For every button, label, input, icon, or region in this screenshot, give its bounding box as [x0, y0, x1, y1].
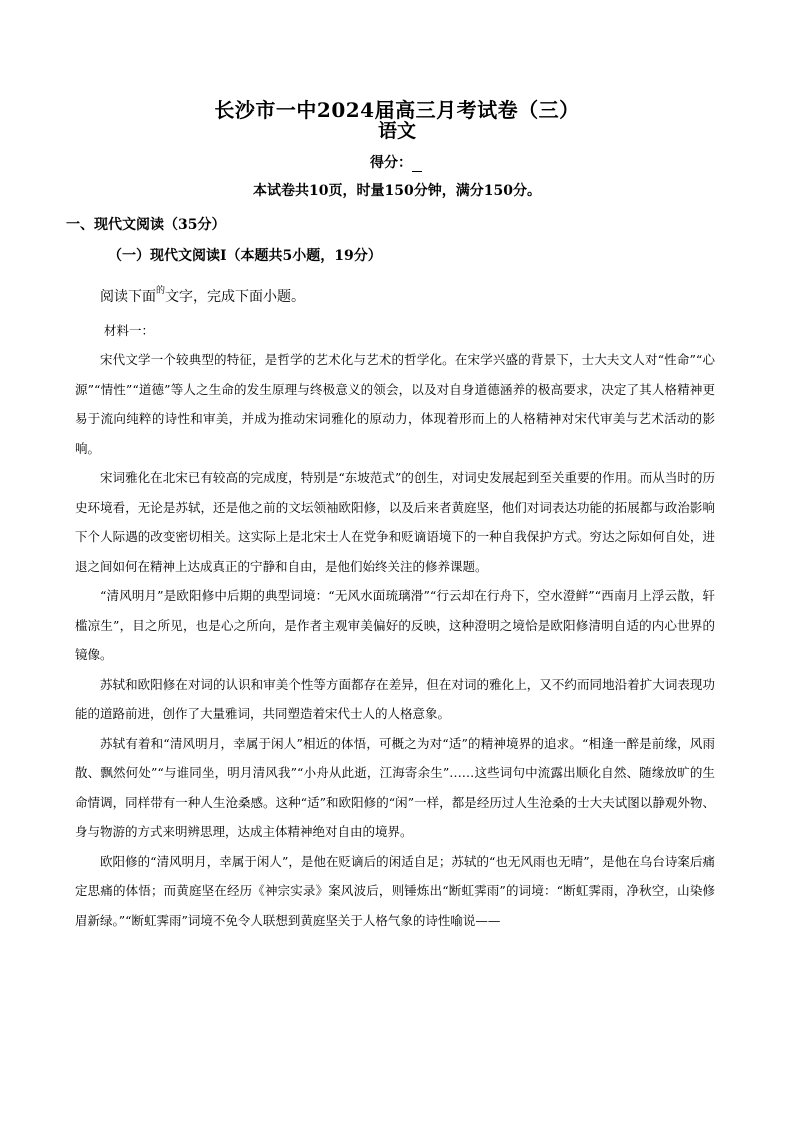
passage-paragraph: 欧阳修的“清风明月，幸属于闲人”，是他在贬谪后的闲适自足；苏轼的“也无风雨也无晴”，是他在乌台诗案后痛定思痛的体悟；而黄庭坚在经历《神宗实录》案风波后，则锤炼出“断虹霁雨”的词境：“断虹霁雨，净秋空，山染修眉新绿。”“断虹霁雨”词境不免令人联想到黄庭坚关于人格气象的诗性喻说—— — [75, 853, 715, 928]
passage-paragraph: 宋代文学一个较典型的特征，是哲学的艺术化与艺术的哲学化。在宋学兴盛的背景下，士大夫文人对“性命”“心源”“情性”“道德”等人之生命的发生原理与终极意义的领会，以及对自身道德涵养的极高要求，决定了其人格精神更易于流向纯粹的诗性和审美，并成为推动宋词雅化的原动力，体现着形而上的人格精神对宋代审美与艺术活动的影响。 — [75, 352, 715, 456]
instruction-text-before: 阅读下面 — [100, 289, 156, 305]
passage-paragraph: 苏轼和欧阳修在对词的认识和审美个性等方面都存在差异，但在对词的雅化上，又不约而同地沿着扩大词表现功能的道路前进，创作了大量雅词，共同塑造着宋代士人的人格意象。 — [75, 676, 715, 721]
passage-paragraph: 苏轼有着和“清风明月，幸属于闲人”相近的体悟，可概之为对“适”的精神境界的追求。“相逢一醉是前缘，风雨散、飘然何处”“与谁同坐，明月清风我”“小舟从此逝，江海寄余生”……这些词句中流露出顺化自然、随缘放旷的生命情调，同样带有一种人生沧桑感。这种“适”和欧阳修的“闲”一样，都是经历过人生沧桑的士大夫试图以静观外物、身与物游的方式来明辨思理，达成主体精神绝对自由的境界。 — [75, 735, 715, 839]
passage-body — [75, 345, 715, 935]
reading-instruction — [100, 283, 305, 306]
instruction-superscript: 的 — [156, 286, 166, 296]
section-heading: 一、现代文阅读（35分） — [66, 217, 226, 233]
score-field — [370, 152, 422, 172]
score-blank — [412, 157, 422, 172]
subject-title: 语文 — [377, 120, 416, 142]
exam-info: 本试卷共10页，时量150分钟，满分150分。 — [253, 183, 541, 199]
instruction-text-after: 文字，完成下面小题。 — [165, 289, 306, 305]
passage-paragraph: “清风明月”是欧阳修中后期的典型词境：“无风水面琉璃滑”“行云却在行舟下，空水澄鲜”“西南月上浮云散，轩槛凉生”，目之所见，也是心之所向，是作者主观审美偏好的反映，这种澄明之境恰是欧阳修清明自适的内心世界的镜像。 — [75, 588, 715, 662]
passage-paragraph: 宋词雅化在北宋已有较高的完成度，特别是“东坡范式”的创生，对词史发展起到至关重要的作用。而从当时的历史环境看，无论是苏轼，还是他之前的文坛领袖欧阳修，以及后来者黄庭坚，他们对词表达功能的拓展都与政治影响下个人际遇的改变密切相关。这实际上是北宋士人在党争和贬谪语境下的一种自我保护方式。穷达之际如何自处，进退之间如何在精神上达成真正的宁静和自由，是他们始终关注的修养课题。 — [75, 470, 715, 574]
section-subheading: （一）现代文阅读Ⅰ（本题共5小题，19分） — [108, 248, 382, 264]
score-label: 得分： — [370, 155, 412, 171]
exam-title: 长沙市一中2024届高三月考试卷（三） — [214, 98, 580, 122]
material-label: 材料一： — [104, 323, 155, 338]
